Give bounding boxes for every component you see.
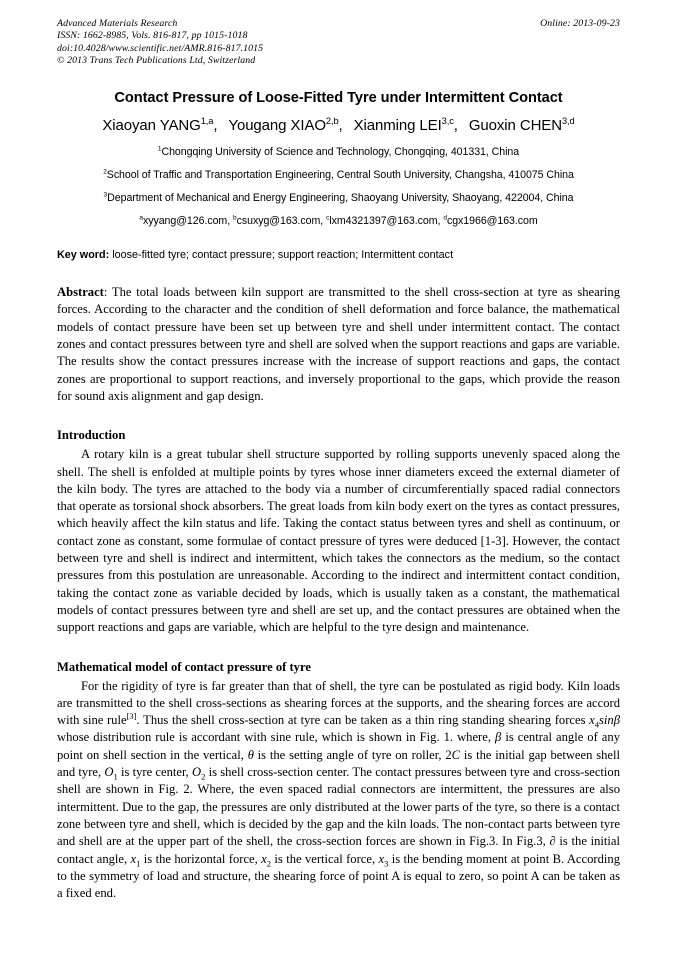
symbol-beta-2: β <box>495 730 502 745</box>
math-text-h: is shell cross-section center. The contact pressures between tyre and cross-section shell are shown in Fig. 2. Where, the even spaced radial connectors are intermittent, the pressures are also intermittent. Due to the gap, the pressures are only distributed at the lower parts of the tyre, so there is a contact zone between tyre and shell, which is decided by the gap and the kiln loads. The non-contact parts between tyre and shell are at the upper part of the shell, the cross-section forces are shown in Fig.3. In Fig.3, <box>57 765 620 849</box>
author-affil-marker: 3,d <box>561 116 575 127</box>
author: Xianming LEI$^{3,c}$, <box>353 116 458 135</box>
math-text-i: is the initial contact angle, <box>57 834 620 866</box>
email-marker: c <box>326 214 330 222</box>
title-block <box>57 89 620 228</box>
keyword-value: loose-fitted tyre; contact pressure; support reaction; Intermittent contact <box>109 249 454 262</box>
author-name: Xiaoyan YANG <box>102 117 201 135</box>
affiliation <box>57 145 620 159</box>
symbol-partial: ∂ <box>549 834 556 849</box>
author-affil-marker: 3,c <box>441 116 454 127</box>
symbol-O1-subscript: 1 <box>113 771 118 782</box>
email-address[interactable]: csuxyg@163.com, <box>236 215 324 228</box>
author-name: Yougang XIAO <box>228 117 326 135</box>
author-name: Xianming LEI <box>353 117 442 135</box>
author: Yougang XIAO$^{2,b}$, <box>228 116 343 135</box>
symbol-O2: O <box>192 765 202 780</box>
affiliation-text: School of Traffic and Transportation Engineering, Central South University, Changsha, 410075 China <box>106 169 574 182</box>
affiliation-marker: 1 <box>157 145 162 153</box>
journal-copyright: © 2013 Trans Tech Publications Ltd, Switzerland <box>57 54 256 66</box>
author <box>469 117 575 134</box>
affiliation <box>57 191 620 205</box>
abstract-text: : The total loads between kiln support are transmitted to the shell cross-section at tyre as shearing forces. According to the character and the condition of shell deformation and force balance, the mathematical models of contact pressure have been set up between tyre and shell under intermittent contact. The contact zones and contact pressures between tyre and shell are solved when the support reactions and gaps are variable. The results show the contact pressures increase with the increase of support reactions and gaps, the contact zones are proportional to support reactions, and inversely proportional to the gaps, which provide the reason for sound axis alignment and gap design. <box>57 285 620 403</box>
math-text-k: is the vertical force, <box>271 851 379 866</box>
journal-doi: doi:10.4028/www.scientific.net/AMR.816-817.1015 <box>57 42 264 54</box>
email-marker: a <box>139 214 143 222</box>
author-name: Guoxin CHEN <box>468 117 562 135</box>
email-marker: b <box>233 214 237 222</box>
math-text-d: is central angle of any point on shell section in the vertical, <box>57 730 620 762</box>
abstract-label: Abstract <box>57 285 104 300</box>
email-list <box>57 214 620 228</box>
email-marker: d <box>443 214 447 222</box>
math-text-b: . Thus the shell cross-section at tyre can be taken as a thin ring standing shearing forces <box>136 713 590 728</box>
mathematical-model-paragraph <box>57 678 620 903</box>
symbol-theta: θ <box>247 747 254 762</box>
symbol-x3: x <box>378 851 385 866</box>
symbol-x1: x <box>130 851 137 866</box>
affiliation-text: Chongqing University of Science and Technology, Chongqing, 401331, China <box>161 146 520 159</box>
symbol-sin: sin <box>599 713 614 728</box>
symbol-beta: β <box>613 713 620 728</box>
keyword-label: Key word: <box>57 249 110 262</box>
math-text-j: is the horizontal force, <box>140 851 262 866</box>
email-address[interactable]: lxm4321397@163.com, <box>329 215 441 228</box>
affiliation-marker: 2 <box>103 168 107 176</box>
symbol-O1: O <box>104 765 114 780</box>
section-heading-mathematical-model: Mathematical model of contact pressure of tyre <box>57 659 311 674</box>
author: Xiaoyan YANG$^{1,a}$, <box>102 116 218 135</box>
introduction-paragraph: A rotary kiln is a great tubular shell structure supported by rolling supports unevenly spaced along the shell. The shell is enfolded at multiple points by tyres whose inner diameters exceed the external diameter of the kiln body. The tyres are attached to the body via a number of circumferentially spaced radial connectors that operate as torsional shock absorbers. The great loads from kiln body exert on the tyres as contact pressures, which heavily affect the kiln status and life. Taking the contact status between tyres and shell as continuum, or contact zone as constant, some formulae of contact pressure of tyres were deduced [1-3]. However, the contact between tyre and shell is indirect and intermittent, which takes the connectors as the medium, so the contact pressures from this postulation are unreasonable. According to the indirect and intermittent contact condition, taking the contact zone as variable decided by loads, which is usually taken as a constant, the mathematical models of contact pressures between tyre and shell are set up, and the contact pressures are obtained when the support reactions and gaps are variable, which are helpful to the tyre design and maintenance. <box>57 447 620 635</box>
email-address[interactable]: cgx1966@163.com <box>446 215 538 228</box>
abstract-block <box>57 284 620 405</box>
symbol-C: C <box>451 747 461 762</box>
math-text-c: whose distribution rule is accordant with sine rule, which is shown in Fig. 1. where, <box>57 730 496 745</box>
symbol-x4-subscript: 4 <box>594 719 600 730</box>
affiliation-text: Department of Mechanical and Energy Engineering, Shaoyang University, Shaoyang, 422004, China <box>107 192 574 205</box>
affiliation <box>57 168 620 182</box>
math-text-g: is tyre center, <box>117 765 193 780</box>
journal-issn: ISSN: 1662-8985, Vols. 816-817, pp 1015-1018 <box>57 30 248 42</box>
journal-header <box>57 18 620 67</box>
author-list <box>57 116 620 136</box>
journal-name: Advanced Materials Research <box>57 18 178 29</box>
math-text-f: is the initial gap between shell and tyre, <box>57 747 620 780</box>
affiliation-marker: 3 <box>103 191 108 199</box>
symbol-x4: x <box>589 713 595 728</box>
symbol-O2-subscript: 2 <box>201 771 206 782</box>
symbol-x3-subscript: 3 <box>384 858 389 869</box>
author-affil-marker: 2,b <box>325 116 339 127</box>
keyword-line <box>57 248 620 262</box>
math-text-l: is the bending moment at point B. According to the symmetry of load and structure, the shearing force of point A is equal to zero, so point A can be taken as a fixed end. <box>57 851 620 901</box>
page-title: Contact Pressure of Loose-Fitted Tyre under Intermittent Contact <box>114 90 563 107</box>
author-affil-marker: 1,a <box>200 116 214 127</box>
email-address[interactable]: xyyang@126.com, <box>142 215 231 228</box>
section-heading-introduction: Introduction <box>57 428 126 443</box>
symbol-x1-subscript: 1 <box>136 858 141 869</box>
symbol-x2-subscript: 2 <box>266 858 272 869</box>
symbol-x2: x <box>261 851 267 866</box>
citation-ref-3: [3] <box>126 710 137 721</box>
math-text-a: For the rigidity of tyre is far greater than that of shell, the tyre can be postulated as rigid body. Kiln loads are transmitted to the shell cross-sections as shearing forces at the supports, and the shearing forces are accord with sine rule <box>57 678 620 728</box>
online-date: Online: 2013-09-23 <box>540 18 620 29</box>
math-text-e: is the setting angle of tyre on roller, 2 <box>253 747 452 762</box>
